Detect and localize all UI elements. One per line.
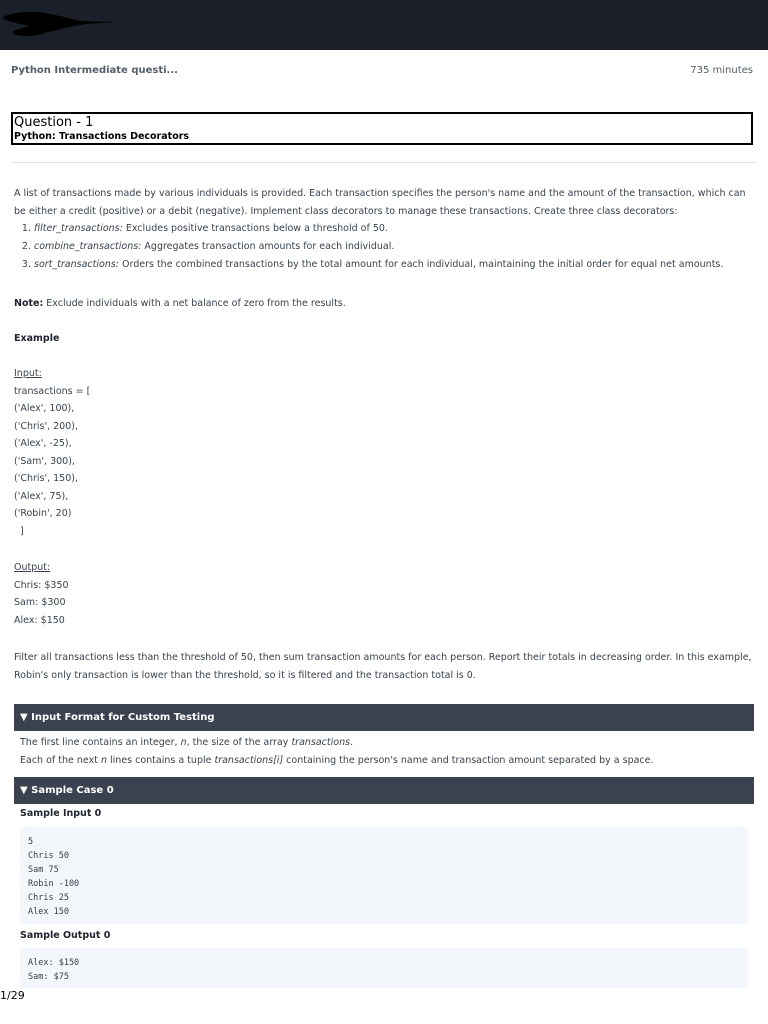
- test-title: Python Intermediate questi...: [11, 65, 178, 76]
- input-line: ('Robin', 20): [14, 508, 72, 519]
- decorator-name: sort_transactions:: [34, 259, 119, 270]
- input-line: transactions = [: [14, 385, 91, 397]
- example-input: [14, 365, 754, 540]
- question-header: [11, 112, 753, 145]
- question-number: Question - 1: [14, 115, 94, 130]
- test-meta-row: [0, 58, 768, 86]
- example-output: [14, 559, 754, 629]
- input-line: ('Sam', 300),: [14, 455, 75, 467]
- question-title: Python: Transactions Decorators: [14, 131, 190, 142]
- output-line: Chris: $350: [14, 579, 69, 591]
- list-item: 3. sort_transactions: Orders the combined transactions by the total amount for each individual, maintaining the initial order for equal net amounts.: [34, 256, 754, 274]
- input-line: ('Chris', 150),: [14, 473, 78, 484]
- note-label: Note:: [14, 298, 44, 309]
- duration-label: 735 minutes: [690, 65, 753, 76]
- input-label: Input:: [14, 368, 42, 379]
- sample-input-label: Sample Input 0: [20, 808, 102, 819]
- problem-intro: [14, 185, 754, 274]
- note: [14, 295, 754, 313]
- intro-text: A list of transactions made by various individuals is provided. Each transaction specifies the person's name and the amount of the transaction, which can be either a credit (positive) or a debit (negative). Implement class decorators to manage these transactions. Create three class decorators:: [14, 188, 746, 217]
- input-line: ('Chris', 200),: [14, 420, 78, 432]
- logo-icon: [0, 4, 120, 40]
- input-format-line-1: The first line contains an integer, n, the size of the array transactions.: [20, 737, 354, 748]
- decorator-name: filter_transactions:: [34, 223, 123, 234]
- input-line: ('Alex', 75),: [14, 490, 69, 502]
- note-text: Exclude individuals with a net balance of zero from the results.: [43, 298, 346, 309]
- sample-input-code: 5 Chris 50 Sam 75 Robin -100 Chris 25 Alex 150: [20, 827, 748, 924]
- input-line: ('Alex', 100),: [14, 403, 75, 414]
- input-format-line-2: Each of the next n lines contains a tuple transactions[i] containing the person's name and transaction amount separated by a space.: [20, 754, 654, 766]
- example-heading: Example: [14, 333, 60, 344]
- top-bar: [0, 0, 768, 50]
- explanation-text: Filter all transactions less than the threshold of 50, then sum transaction amounts for each person. Report their totals in decreasing order. In this example, Robin's only transaction is lower than the threshold, so it is filtered and the transaction total is 0.: [14, 652, 752, 681]
- input-line: ('Alex', -25),: [14, 438, 72, 449]
- sample-case-toggle[interactable]: ▼ Sample Case 0: [14, 777, 754, 804]
- output-label: Output:: [14, 562, 51, 573]
- input-format-toggle[interactable]: ▼ Input Format for Custom Testing: [14, 704, 754, 731]
- output-line: Sam: $300: [14, 597, 66, 608]
- input-line: ]: [14, 525, 24, 537]
- decorator-name: combine_transactions:: [34, 241, 142, 252]
- sample-output-code: Alex: $150 Sam: $75: [20, 948, 748, 988]
- page-number: 1/29: [0, 989, 25, 1002]
- divider: [11, 162, 757, 163]
- sample-output-label: Sample Output 0: [20, 930, 111, 941]
- input-format-text: [20, 734, 750, 769]
- list-item: 1. filter_transactions: Excludes positive transactions below a threshold of 50.: [34, 220, 754, 238]
- list-item: 2. combine_transactions: Aggregates transaction amounts for each individual.: [34, 238, 754, 256]
- decorator-list: [14, 220, 754, 274]
- output-line: Alex: $150: [14, 614, 65, 626]
